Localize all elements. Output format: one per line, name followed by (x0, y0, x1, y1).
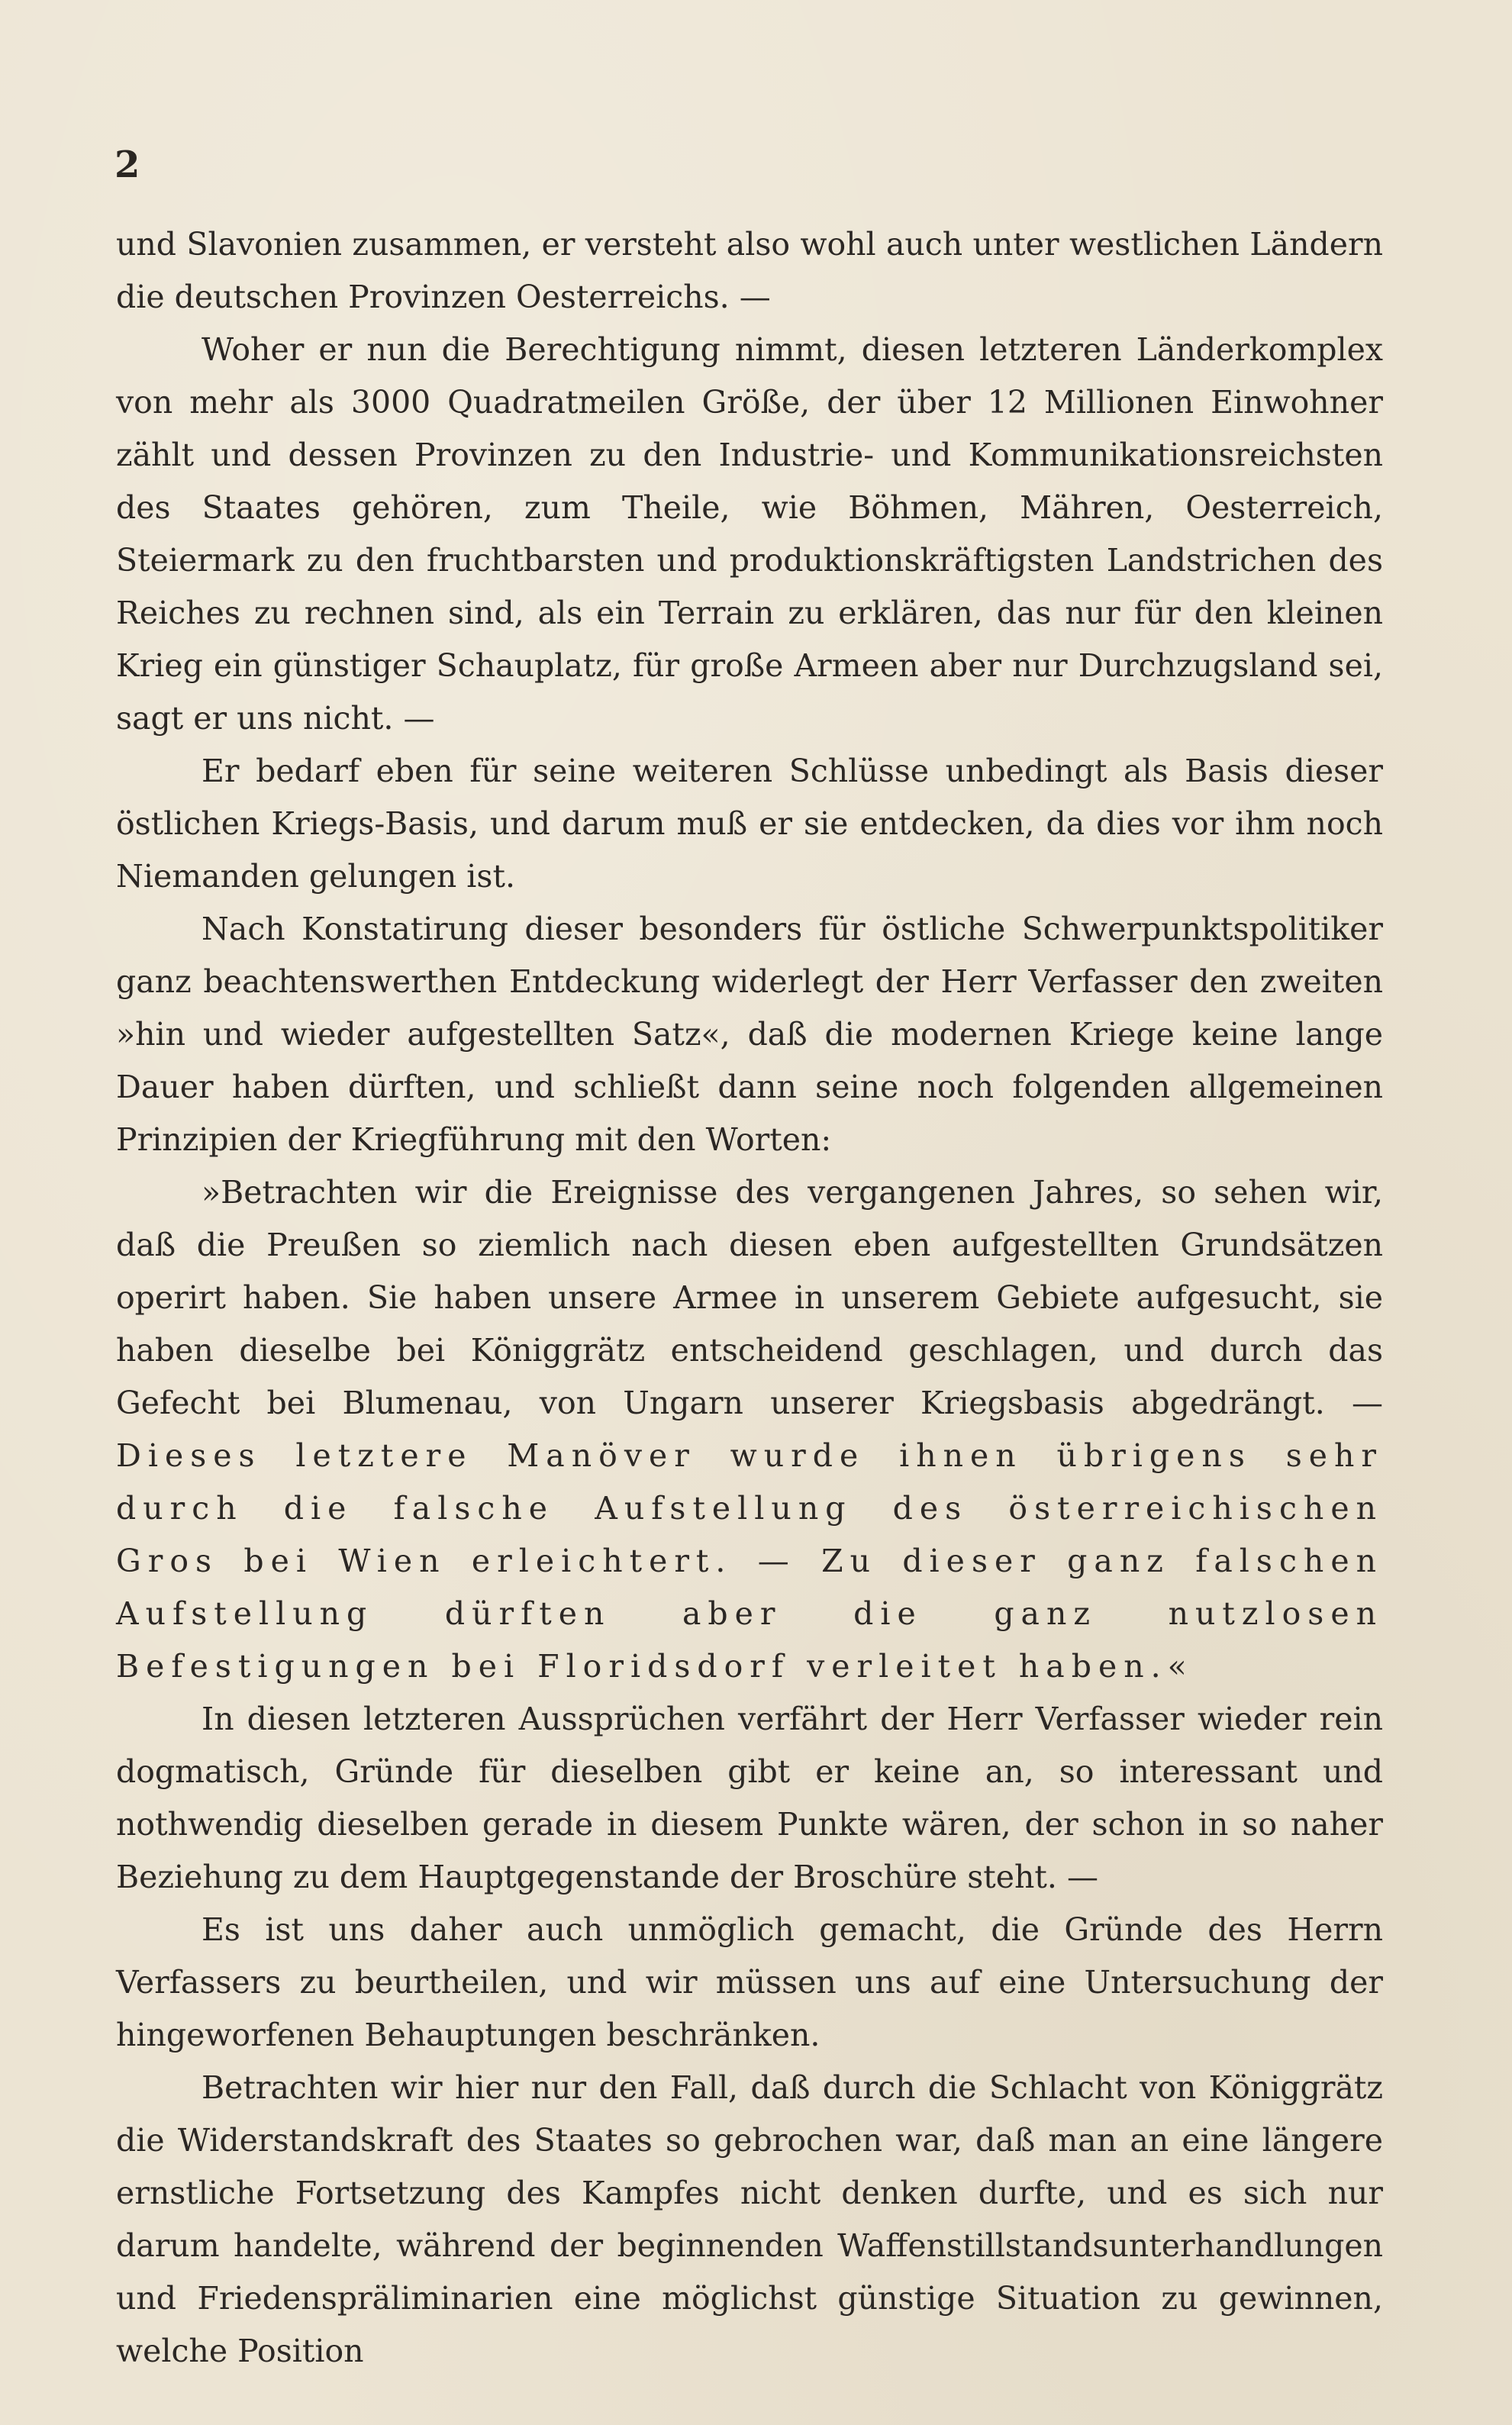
quote-closing-mark: « (1167, 1648, 1187, 1685)
paragraph-7: Es ist uns daher auch unmöglich gemacht, die Gründe des Herrn Verfassers zu beurtheilen, und wir müssen uns auf eine Untersuchung der hingeworfenen Behauptungen beschränken. (116, 1911, 1383, 2053)
body-text (116, 218, 1383, 2378)
quote-text: »Betrachten wir die Ereignisse des vergangenen Jahres, so sehen wir, daß die Preußen so ziemlich nach diesen eben aufgestellten Grundsätzen operirt haben. Sie haben unsere Armee in unserem Gebiete aufgesucht, sie haben dieselbe bei Königgrätz entscheidend geschlagen, und durch das Gefecht bei Blumenau, von Ungarn unserer Kriegsbasis abgedrängt. — (116, 1174, 1383, 1421)
paragraph-1: und Slavonien zusammen, er versteht also wohl auch unter westlichen Ländern die deutschen Provinzen Oesterreichs. — (116, 226, 1383, 315)
paragraph-4: Nach Konstatirung dieser besonders für östliche Schwerpunktspolitiker ganz beachtenswerthen Entdeckung widerlegt der Herr Verfasser den zweiten »hin und wieder aufgestellten Satz«, daß die modernen Kriege keine lange Dauer haben dürften, und schließt dann seine noch folgenden allgemeinen Prinzipien der Kriegführung mit den Worten: (116, 911, 1383, 1158)
paragraph-3: Er bedarf eben für seine weiteren Schlüsse unbedingt als Basis dieser östlichen Kriegs-Basis, und darum muß er sie entdecken, da dies vor ihm noch Niemanden gelungen ist. (116, 753, 1383, 895)
paragraph-2: Woher er nun die Berechtigung nimmt, diesen letzteren Länderkomplex von mehr als 3000 Quadratmeilen Größe, der über 12 Millionen Einwohner zählt und dessen Provinzen zu den Industrie- und Kommunikationsreichsten des Staates gehören, zum Theile, wie Böhmen, Mähren, Oesterreich, Steiermark zu den fruchtbarsten und produktionskräftigsten Landstrichen des Reiches zu rechnen sind, als ein Terrain zu erklären, das nur für den kleinen Krieg ein günstiger Schauplatz, für große Armeen aber nur Durchzugsland sei, sagt er uns nicht. — (116, 331, 1383, 737)
paragraph-8: Betrachten wir hier nur den Fall, daß durch die Schlacht von Königgrätz die Widerstandskraft des Staates so gebrochen war, daß man an eine längere ernstliche Fortsetzung des Kampfes nicht denken durfte, und es sich nur darum handelte, während der beginnenden Waffenstillstandsunterhandlungen und Friedenspräliminarien eine möglichst günstige Situation zu gewinnen, welche Position (116, 2069, 1383, 2369)
page-number: 2 (114, 144, 140, 186)
quote-emphasized-text: Dieses letztere Manöver wurde ihnen übrigens sehr durch die falsche Aufstellung des österreichischen Gros bei Wien erleichtert. — Zu dieser ganz falschen Aufstellung dürften aber die ganz nutzlosen Befestigungen bei Floridsdorf verleitet haben. (116, 1437, 1383, 1685)
paragraph-6: In diesen letzteren Aussprüchen verfährt der Herr Verfasser wieder rein dogmatisch, Gründe für dieselben gibt er keine an, so interessant und nothwendig dieselben gerade in diesem Punkte wären, der schon in so naher Beziehung zu dem Hauptgegenstande der Broschüre steht. — (116, 1701, 1383, 1895)
quote-paragraph (116, 1166, 1383, 1693)
